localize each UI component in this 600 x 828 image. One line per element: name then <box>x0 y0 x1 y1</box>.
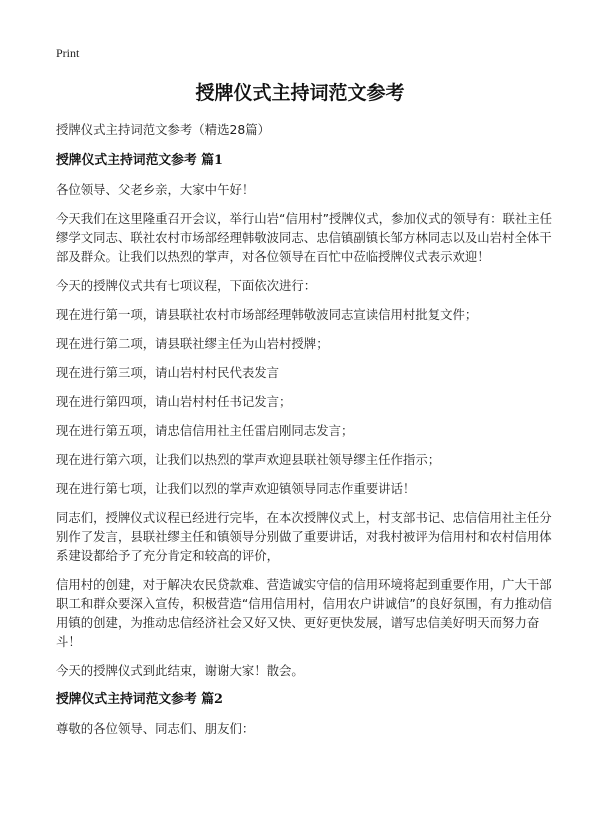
section-heading: 授牌仪式主持词范文参考 篇1 <box>56 153 223 168</box>
agenda-item: 现在进行第七项，让我们以烈的掌声欢迎镇领导同志作重要讲话！ <box>56 481 416 496</box>
document-title: 授牌仪式主持词范文参考 <box>195 82 405 104</box>
agenda-item: 现在进行第五项，请忠信信用社主任雷启刚同志发言； <box>56 423 354 438</box>
section-heading: 授牌仪式主持词范文参考 篇2 <box>56 692 223 707</box>
closing-paragraph: 今天的授牌仪式到此结束，谢谢大家！散会。 <box>56 663 304 678</box>
section-2 <box>56 690 556 738</box>
agenda-item: 现在进行第六项，让我们以热烈的掌声欢迎县联社领导缪主任作指示； <box>56 452 441 467</box>
agenda-item: 现在进行第四项，请山岩村村任书记发言； <box>56 394 292 409</box>
significance-paragraph: 信用村的创建，对于解决农民贷款难、营造诚实守信的信用环境将起到重要作用，广大干部职工和群众要深入宣传，积极营造“信用信用村，信用农户讲诚信”的良好氛围，有力推动信用镇的创建，为推动忠信经济社会又好又快、更好更快发展，谱写忠信美好明天而努力奋斗！ <box>56 577 553 649</box>
agenda-item: 现在进行第二项，请县联社缪主任为山岩村授牌； <box>56 336 329 351</box>
intro-paragraph: 今天我们在这里隆重召开会议，举行山岩“信用村”授牌仪式，参加仪式的领导有：联社主任缪学文同志、联社农村市场部经理韩敬波同志、忠信镇副镇长邹方林同志以及山岩村全体干部及群众。让我们以热烈的掌声，对各位领导在百忙中莅临授牌仪式表示欢迎！ <box>56 211 553 264</box>
print-link[interactable]: Print <box>56 46 80 60</box>
summary-paragraph: 同志们，授牌仪式议程已经进行完毕，在本次授牌仪式上，村支部书记、忠信信用社主任分别作了发言，县联社缪主任和镇领导分别做了重要讲话，对我村被评为信用村和农村信用体系建设都给予了充分肯定和较高的评价， <box>56 510 552 563</box>
agenda-item: 现在进行第三项，请山岩村村民代表发言 <box>56 365 280 380</box>
document-body <box>56 120 556 748</box>
section-1 <box>56 151 556 680</box>
agenda-item: 现在进行第一项，请县联社农村市场部经理韩敬波同志宣读信用村批复文件； <box>56 307 478 322</box>
document-subtitle: 授牌仪式主持词范文参考（精选28篇） <box>56 122 271 137</box>
greeting-paragraph: 尊敬的各位领导、同志们、朋友们： <box>56 721 255 736</box>
greeting-paragraph: 各位领导、父老乡亲，大家中午好！ <box>56 182 255 197</box>
agenda-intro-paragraph: 今天的授牌仪式共有七项议程，下面依次进行： <box>56 278 317 293</box>
